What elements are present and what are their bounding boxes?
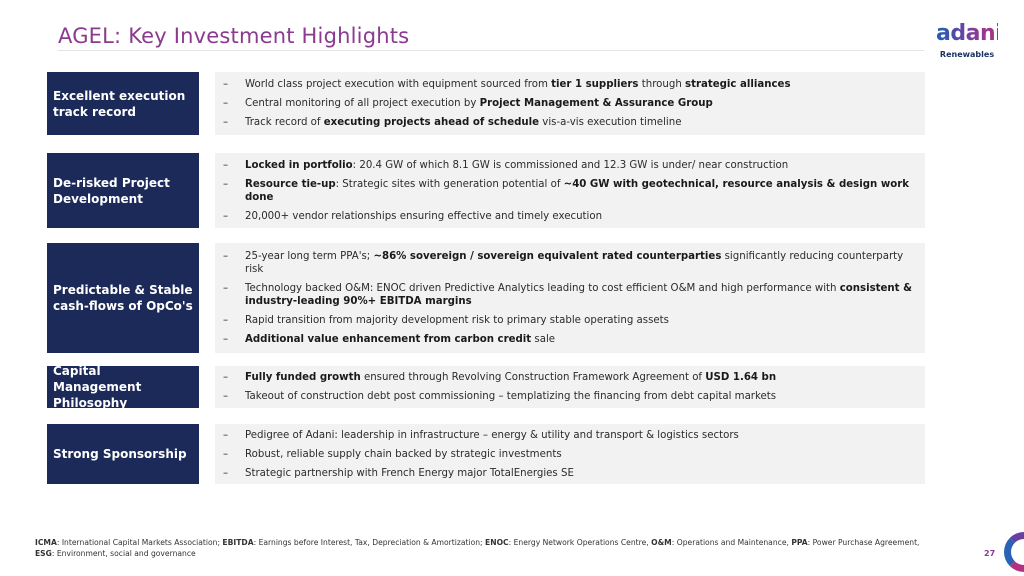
text: through [638, 79, 686, 90]
dash-bullet: – [223, 315, 229, 326]
text: vis-a-vis execution timeline [539, 117, 682, 128]
bullet-item [223, 314, 917, 327]
title-divider [58, 50, 924, 51]
text: : Power Purchase Agreement, [807, 538, 920, 547]
dash-bullet: – [223, 429, 229, 441]
row-content [215, 72, 925, 135]
text: World class project execution with equipment sourced from [245, 79, 552, 90]
bold-text: ~86% sovereign / sovereign equivalent rated counterparties [373, 251, 722, 262]
bold-text: ESG [35, 549, 52, 558]
text: Takeout of construction debt post commissioning – templatizing the financing from debt capital markets [245, 391, 777, 402]
dash-bullet: – [223, 372, 229, 383]
text: Strategic partnership with French Energy major TotalEnergies SE [245, 467, 574, 479]
text: 20,000+ vendor relationships ensuring effective and timely execution [245, 210, 603, 222]
bold-text: USD 1.64 bn [705, 372, 777, 383]
bullet-item [223, 390, 917, 403]
bold-text: Fully funded growth [245, 372, 361, 383]
highlight-row-capital [47, 366, 925, 408]
highlight-row-derisked [47, 153, 925, 228]
bullet-item [223, 178, 917, 204]
row-label: Capital Management Philosophy [47, 366, 199, 408]
bullet-text [245, 116, 681, 129]
text: ensured through Revolving Construction Framework Agreement of [360, 372, 706, 383]
bold-text: Locked in portfolio [245, 159, 353, 171]
bullet-text [245, 467, 574, 480]
bullet-text [245, 429, 739, 442]
bullet-text [245, 250, 917, 276]
bullet-item [223, 429, 917, 442]
bullet-item [223, 97, 917, 110]
adani-logo [936, 21, 1003, 59]
dash-bullet: – [223, 210, 229, 222]
text: Robust, reliable supply chain backed by strategic investments [245, 448, 562, 460]
bullet-item [223, 250, 917, 276]
dash-bullet: – [223, 251, 229, 262]
dash-bullet: – [223, 79, 229, 90]
logo-subtitle: Renewables [939, 50, 995, 59]
text: : Strategic sites with generation potential of [335, 178, 564, 190]
bullet-text [245, 178, 917, 204]
row-content [215, 243, 925, 353]
bold-text: O&M [651, 538, 672, 547]
dash-bullet: – [223, 178, 229, 190]
footnote [35, 537, 935, 559]
bold-text: Project Management & Assurance Group [479, 98, 713, 109]
highlight-row-cashflows [47, 243, 925, 353]
bold-text: executing projects ahead of schedule [323, 117, 540, 128]
text: sale [531, 334, 556, 345]
row-content [215, 424, 925, 484]
dash-bullet: – [223, 98, 229, 109]
bullet-text [245, 97, 713, 110]
row-content [215, 366, 925, 408]
dash-bullet: – [223, 283, 229, 294]
text: 25-year long term PPA's; [245, 251, 374, 262]
decorative-ring-icon [1004, 532, 1024, 572]
text: : 20.4 GW of which 8.1 GW is commissioned and 12.3 GW is under/ near construction [352, 159, 789, 171]
logo-word: adani [936, 21, 1003, 46]
bullet-item [223, 282, 917, 308]
text: : Environment, social and governance [51, 549, 196, 558]
highlight-row-sponsorship [47, 424, 925, 484]
bold-text: Additional value enhancement from carbon credit [245, 334, 532, 345]
row-label: Strong Sponsorship [47, 424, 199, 484]
bold-text: consistent & industry-leading 90%+ EBITDA margins [245, 283, 912, 307]
bullet-item [223, 371, 917, 384]
bullet-text [245, 282, 917, 308]
text: : Earnings before Interest, Tax, Depreciation & Amortization; [253, 538, 486, 547]
highlight-row-execution [47, 72, 925, 135]
bold-text: ENOC [485, 538, 509, 547]
bullet-item [223, 210, 917, 223]
bold-text: strategic alliances [685, 79, 791, 90]
bullet-item [223, 333, 917, 346]
text: : International Capital Markets Association; [56, 538, 223, 547]
bold-text: tier 1 suppliers [551, 79, 639, 90]
bold-text: ~40 GW with geotechnical, resource analysis & design work done [245, 178, 910, 203]
row-content [215, 153, 925, 228]
text: Central monitoring of all project execution by [245, 98, 480, 109]
dash-bullet: – [223, 391, 229, 402]
bullet-text [245, 333, 555, 346]
bullet-item [223, 448, 917, 461]
dash-bullet: – [223, 159, 229, 171]
page-title: AGEL: Key Investment Highlights [58, 24, 410, 48]
bold-text: PPA [791, 538, 808, 547]
bullet-text [245, 78, 791, 91]
dash-bullet: – [223, 117, 229, 128]
text: significantly reducing counterparty risk [245, 251, 904, 275]
bullet-item [223, 159, 917, 172]
text: : Energy Network Operations Centre, [508, 538, 652, 547]
text: : Operations and Maintenance, [671, 538, 792, 547]
bold-text: Resource tie-up [245, 178, 336, 190]
text: Pedigree of Adani: leadership in infrastructure – energy & utility and transport & logistics sectors [245, 429, 739, 441]
dash-bullet: – [223, 467, 229, 479]
bullet-text [245, 448, 562, 461]
bold-text: ICMA [35, 538, 57, 547]
bullet-text [245, 390, 776, 403]
dash-bullet: – [223, 448, 229, 460]
bullet-item [223, 467, 917, 480]
row-label: De-risked Project Development [47, 153, 199, 228]
dash-bullet: – [223, 334, 229, 345]
bullet-item [223, 78, 917, 91]
text: Technology backed O&M: ENOC driven Predictive Analytics leading to cost efficient O&M and high performance with [245, 283, 840, 294]
bullet-text [245, 371, 776, 384]
bullet-text [245, 159, 788, 172]
text: Rapid transition from majority development risk to primary stable operating assets [245, 315, 669, 326]
bullet-text [245, 210, 602, 223]
row-label: Excellent execution track record [47, 72, 199, 135]
bullet-text [245, 314, 669, 327]
bold-text: EBITDA [222, 538, 254, 547]
row-label: Predictable & Stable cash-flows of OpCo's [47, 243, 199, 353]
text: Track record of [245, 117, 324, 128]
page-number: 27 [984, 549, 996, 558]
bullet-item [223, 116, 917, 129]
